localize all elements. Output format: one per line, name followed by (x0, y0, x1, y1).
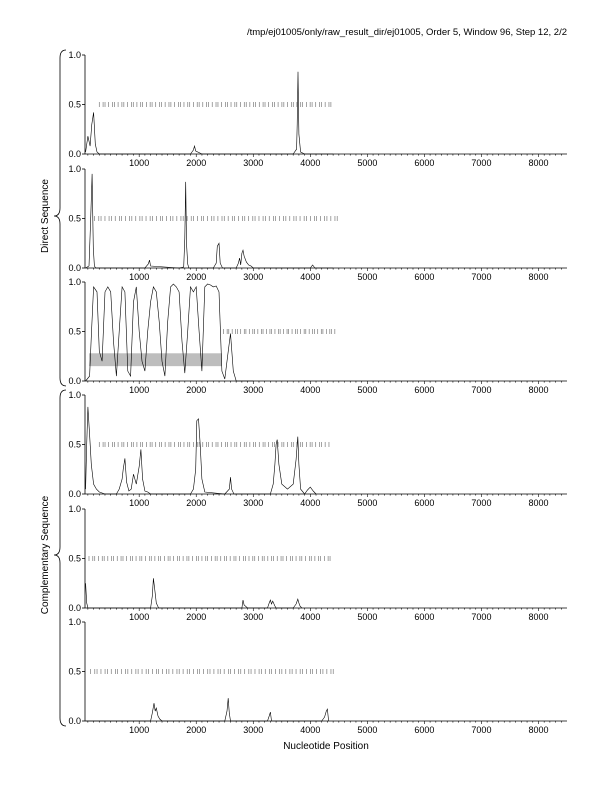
x-tick-label: 4000 (300, 385, 321, 395)
x-tick-label: 3000 (243, 272, 264, 282)
x-tick-label: 2000 (186, 612, 207, 622)
header-text: /tmp/ej01005/only/raw_result_dir/ej01005, Order 5, Window 96, Step 12, 2/2 (246, 27, 567, 38)
panel-3 (68, 277, 567, 395)
panel-5 (68, 504, 567, 622)
x-tick-label: 6000 (414, 612, 435, 622)
mark-row (99, 102, 331, 107)
mark-row (95, 216, 337, 221)
x-tick-label: 1000 (129, 612, 150, 622)
x-tick-label: 4000 (300, 725, 321, 735)
x-tick-label: 2000 (186, 725, 207, 735)
direct-sequence-brace (54, 50, 66, 386)
x-tick-label: 1000 (129, 158, 150, 168)
x-tick-label: 7000 (471, 385, 492, 395)
y-tick-label: 1.0 (68, 164, 81, 174)
panel-2 (68, 164, 567, 282)
x-tick-label: 2000 (186, 498, 207, 508)
x-tick-label: 8000 (528, 725, 549, 735)
y-tick-label: 1.0 (68, 50, 81, 60)
y-tick-label: 0.5 (68, 99, 81, 110)
mark-row (224, 329, 335, 334)
x-tick-label: 3000 (243, 385, 264, 395)
x-tick-label: 7000 (471, 272, 492, 282)
panel-6 (68, 617, 567, 735)
y-tick-label: 0.5 (68, 213, 81, 224)
x-tick-label: 8000 (528, 272, 549, 282)
y-tick-label: 0.0 (68, 603, 81, 613)
panels (68, 50, 567, 735)
x-tick-label: 5000 (357, 612, 378, 622)
x-tick-label: 2000 (186, 158, 207, 168)
y-tick-label: 1.0 (68, 277, 81, 287)
series-line (86, 698, 329, 721)
panel-4 (68, 390, 567, 508)
x-tick-label: 1000 (129, 385, 150, 395)
x-tick-label: 4000 (300, 272, 321, 282)
y-tick-label: 0.5 (68, 439, 81, 450)
complementary-sequence-label: Complementary Sequence (40, 495, 51, 615)
y-tick-label: 0.5 (68, 553, 81, 564)
mark-row (91, 669, 333, 674)
complementary-sequence-brace (54, 390, 66, 726)
x-tick-label: 5000 (357, 498, 378, 508)
x-tick-label: 3000 (243, 612, 264, 622)
panel-1 (68, 50, 567, 168)
x-tick-label: 3000 (243, 725, 264, 735)
x-tick-label: 3000 (243, 158, 264, 168)
mark-row (89, 556, 330, 561)
x-tick-label: 4000 (300, 498, 321, 508)
x-tick-label: 6000 (414, 498, 435, 508)
x-tick-label: 5000 (357, 725, 378, 735)
y-tick-label: 1.0 (68, 504, 81, 514)
x-tick-label: 1000 (129, 272, 150, 282)
y-tick-label: 0.0 (68, 263, 81, 273)
series-line (86, 578, 302, 608)
x-tick-label: 8000 (528, 385, 549, 395)
x-tick-label: 6000 (414, 725, 435, 735)
x-tick-label: 4000 (300, 158, 321, 168)
x-tick-label: 5000 (357, 272, 378, 282)
x-tick-label: 2000 (186, 385, 207, 395)
x-tick-label: 6000 (414, 385, 435, 395)
x-tick-label: 6000 (414, 272, 435, 282)
y-tick-label: 0.0 (68, 489, 81, 499)
y-tick-label: 0.0 (68, 376, 81, 386)
mark-row (99, 442, 329, 447)
x-tick-label: 7000 (471, 725, 492, 735)
x-tick-label: 6000 (414, 158, 435, 168)
y-tick-label: 0.0 (68, 149, 81, 159)
series-line (86, 72, 334, 154)
y-tick-label: 0.0 (68, 716, 81, 726)
x-tick-label: 5000 (357, 385, 378, 395)
x-tick-label: 1000 (129, 498, 150, 508)
x-axis-label: Nucleotide Position (283, 741, 369, 752)
x-tick-label: 4000 (300, 612, 321, 622)
x-tick-label: 8000 (528, 498, 549, 508)
x-tick-label: 8000 (528, 158, 549, 168)
series-line (86, 284, 254, 381)
x-tick-label: 2000 (186, 272, 207, 282)
x-tick-label: 5000 (357, 158, 378, 168)
y-tick-label: 1.0 (68, 617, 81, 627)
x-tick-label: 7000 (471, 158, 492, 168)
x-tick-label: 7000 (471, 498, 492, 508)
y-tick-label: 1.0 (68, 390, 81, 400)
y-tick-label: 0.5 (68, 326, 81, 337)
x-tick-label: 3000 (243, 498, 264, 508)
series-line (86, 407, 316, 494)
x-tick-label: 8000 (528, 612, 549, 622)
x-tick-label: 1000 (129, 725, 150, 735)
y-tick-label: 0.5 (68, 666, 81, 677)
x-tick-label: 7000 (471, 612, 492, 622)
direct-sequence-label: Direct Sequence (40, 179, 51, 253)
